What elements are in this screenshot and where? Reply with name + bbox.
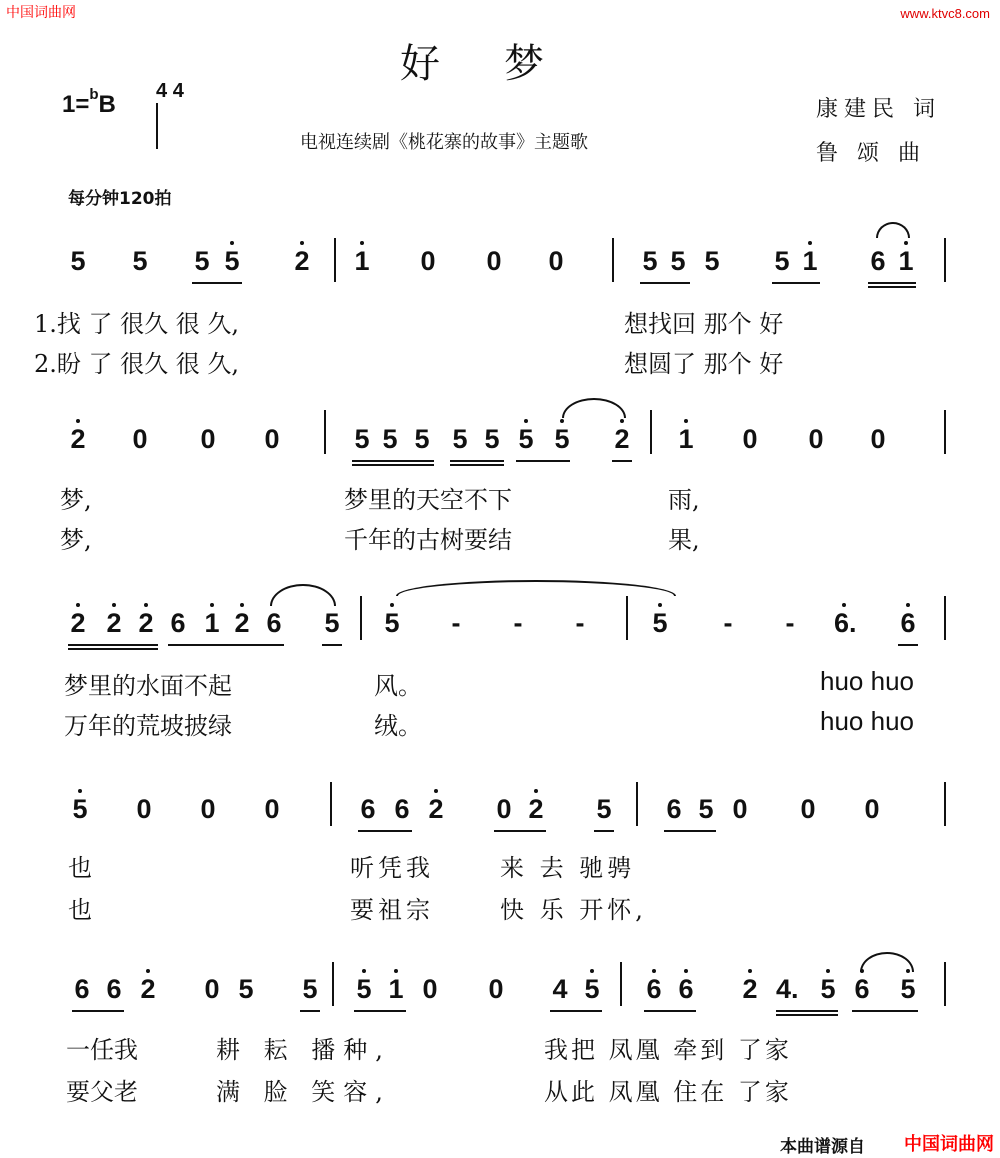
note: 0 [732, 794, 748, 824]
site-url-top-right[interactable]: www.ktvc8.com [900, 6, 990, 21]
composer-credit: 鲁 颂 曲 [816, 141, 926, 166]
lyric-line: 耕 耘 播种, [216, 1036, 391, 1064]
note: 6 [394, 794, 410, 824]
note: 6 [870, 246, 886, 276]
dash: - [785, 608, 795, 638]
note: 4 [552, 974, 568, 1004]
note: 1 [676, 424, 696, 455]
lyric-line: 想圆了 那个 好 [624, 350, 784, 378]
lyric-line: 千年的古树要结 [344, 526, 512, 554]
footer-source-site[interactable]: 中国词曲网 [904, 1134, 994, 1155]
lyric-line: 万年的荒坡披绿 [64, 712, 232, 740]
note: 0 [422, 974, 438, 1004]
note: 0 [204, 974, 220, 1004]
flat-sign: b [89, 86, 99, 103]
note: 5 [582, 974, 602, 1005]
note: 4. [776, 974, 799, 1004]
note: 1 [896, 246, 916, 277]
note: 0 [420, 246, 436, 276]
note: 2 [526, 794, 546, 825]
dash: - [451, 608, 461, 638]
note: 2 [232, 608, 252, 639]
note: 0 [800, 794, 816, 824]
lyric-line: 听凭我 [350, 854, 434, 882]
note: 2 [136, 608, 156, 639]
dash: - [575, 608, 585, 638]
note: 5 [354, 974, 374, 1005]
time-signature [156, 80, 184, 102]
lyric-line: 来 去 驰骋 [500, 854, 636, 882]
note: 2 [740, 974, 760, 1005]
note: 5 [552, 424, 572, 455]
lyric-line: 快 乐 开怀, [500, 896, 647, 924]
note: 6 [852, 974, 872, 1005]
note: 5 [302, 974, 318, 1004]
lyric-line: 梦里的水面不起 [64, 672, 232, 700]
time-bottom: 4 [172, 80, 184, 102]
note: 0 [548, 246, 564, 276]
lyric-line: 风。 [374, 672, 422, 700]
lyric-line: 也 [68, 896, 92, 924]
lyric-line: 梦里的天空不下 [344, 486, 512, 514]
note: 2 [68, 608, 88, 639]
note: 1 [800, 246, 820, 277]
note: 2 [426, 794, 446, 825]
note: 5 [596, 794, 612, 824]
lyric-line: huo huo [820, 706, 914, 736]
note: 2 [138, 974, 158, 1005]
note: 0 [864, 794, 880, 824]
note: 0 [808, 424, 824, 454]
note: 5 [670, 246, 686, 276]
lyric-line: 绒。 [374, 712, 422, 740]
note: 5 [222, 246, 242, 277]
lyricist-credit: 康建民 词 [816, 97, 941, 122]
song-title: 好梦 [400, 41, 608, 87]
lyric-line: 也 [68, 854, 92, 882]
note: 0 [870, 424, 886, 454]
note: 5 [452, 424, 468, 454]
note: 5 [132, 246, 148, 276]
note: 5 [774, 246, 790, 276]
lyric-line: huo huo [820, 666, 914, 696]
note: 1 [386, 974, 406, 1005]
note: 2 [68, 424, 88, 455]
lyric-line: 满 脸 笑容, [216, 1078, 391, 1106]
lyric-line: 雨, [668, 486, 700, 514]
note: 0 [264, 424, 280, 454]
note: 5 [642, 246, 658, 276]
subtitle: 电视连续剧《桃花寨的故事》主题歌 [300, 132, 588, 153]
note: 0 [200, 794, 216, 824]
note: 5 [484, 424, 500, 454]
note: 5 [194, 246, 210, 276]
note: 5 [70, 794, 90, 825]
lyric-line: 要父老 [66, 1078, 138, 1106]
note: 6 [666, 794, 682, 824]
note: 0 [488, 974, 504, 1004]
lyric-line: 一任我 [66, 1036, 138, 1064]
note: 0 [200, 424, 216, 454]
lyric-line: 想找回 那个 好 [624, 310, 784, 338]
note: 5 [70, 246, 86, 276]
lyric-line: 2.盼 了 很久 很 久, [34, 350, 240, 378]
note: 6 [898, 608, 918, 639]
tempo-marking: 每分钟120拍 [68, 189, 172, 209]
key-signature [62, 86, 116, 119]
note: 0 [136, 794, 152, 824]
footer-source-label: 本曲谱源自 [780, 1137, 865, 1157]
note: 5 [898, 974, 918, 1005]
note: 5 [698, 794, 714, 824]
note: 5 [650, 608, 670, 639]
lyric-line: 我把 凤凰 牵到 了家 [544, 1036, 792, 1064]
lyric-line: 1.找 了 很久 很 久, [34, 310, 240, 338]
dash: - [723, 608, 733, 638]
note: 5 [818, 974, 838, 1005]
note: 6 [266, 608, 282, 638]
note: 5 [324, 608, 340, 638]
lyric-line: 要祖宗 [350, 896, 434, 924]
note: 0 [496, 794, 512, 824]
note: 6 [644, 974, 664, 1005]
note: 6 [676, 974, 696, 1005]
note: 2 [292, 246, 312, 277]
lyric-line: 从此 凤凰 住在 了家 [544, 1078, 792, 1106]
dash: - [513, 608, 523, 638]
note: 1 [202, 608, 222, 639]
note: 6 [360, 794, 376, 824]
note: 6 [74, 974, 90, 1004]
note: 6 [106, 974, 122, 1004]
note: 5 [414, 424, 430, 454]
note: 2 [612, 424, 632, 455]
lyric-line: 梦, [60, 486, 92, 514]
key-note: B [98, 91, 116, 118]
note: 5 [704, 246, 720, 276]
note: 0 [742, 424, 758, 454]
note: 0 [264, 794, 280, 824]
note: 5 [382, 608, 402, 639]
note: 0 [132, 424, 148, 454]
note: 6 [170, 608, 186, 638]
note: 1 [352, 246, 372, 277]
lyric-line: 果, [668, 526, 700, 554]
key-prefix: 1= [62, 91, 90, 118]
note: 5 [516, 424, 536, 455]
note: 6. [834, 608, 857, 638]
note: 5 [238, 974, 254, 1004]
site-logo-top-left[interactable]: 中国词曲网 [6, 5, 76, 21]
note: 0 [486, 246, 502, 276]
lyric-line: 梦, [60, 526, 92, 554]
note: 2 [104, 608, 124, 639]
note: 5 [354, 424, 370, 454]
note: 5 [382, 424, 398, 454]
time-top: 4 [156, 80, 168, 102]
